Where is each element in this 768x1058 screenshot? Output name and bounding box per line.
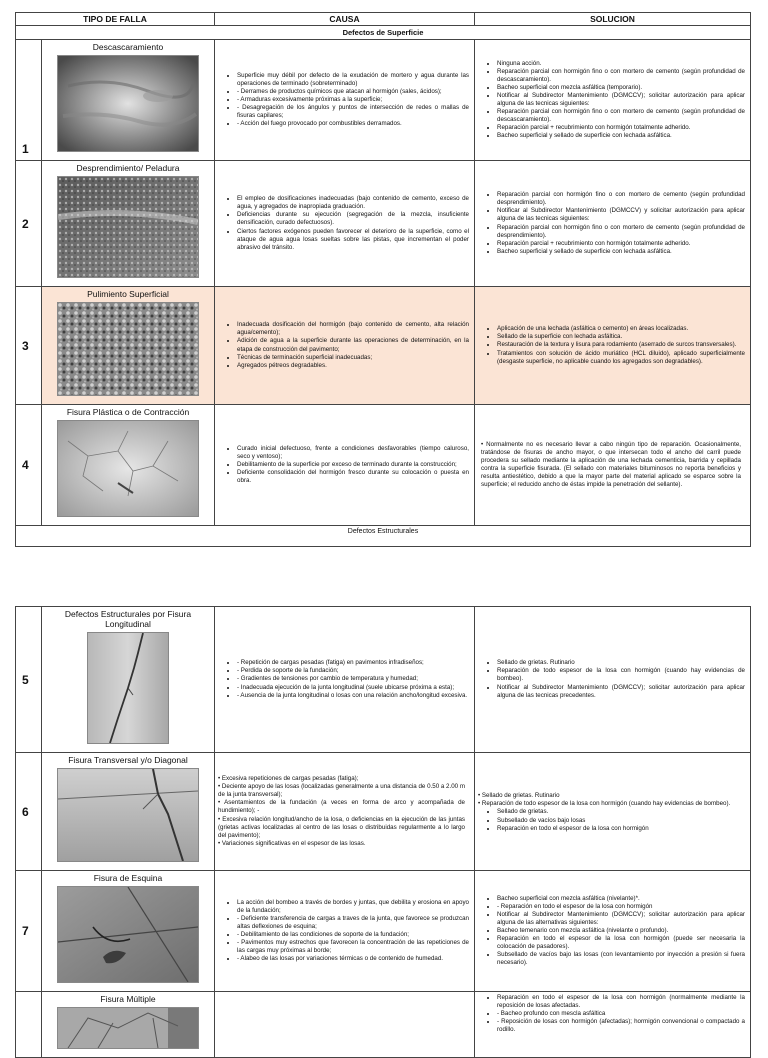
solucion-item: • Bacheo superficial y sellado de superficie con lechada asfáltica. — [497, 248, 745, 256]
solucion-cell — [475, 753, 751, 871]
solucion-item: • Notificar al Subdirector Mantenimiento (DGMCCV) y solicitar autorización para aplicar alguna de las tecnicas siguientes: — [497, 207, 745, 223]
causa-item: • - Debilitamiento de las condiciones de soporte de la fundación; — [237, 931, 469, 939]
header-solucion: SOLUCION — [475, 13, 751, 26]
table-row — [16, 40, 751, 161]
row-number: 3 — [16, 287, 42, 405]
pavement-photo — [57, 420, 199, 517]
solucion-item: • Subsellado de vacíos bajo losas — [497, 817, 745, 825]
causa-item: • - Derrames de productos químicos que atacan al hormigón (sales, ácidos); — [237, 88, 469, 96]
solucion-item: • Reparación en todo el espesor de la losa con hormigón — [497, 825, 745, 833]
causa-item: • - Armaduras excesivamente próximas a la superficie; — [237, 96, 469, 104]
solucion-item: • Reparación parcial con hormigón fino o con mortero de cemento (según profundidad de descascaramiento). — [497, 68, 745, 84]
pavement-photo — [87, 632, 169, 744]
solucion-item: • Reparación parcial con hormigón fino o con mortero de cemento (según profundidad desprendimiento). — [497, 191, 745, 207]
falla-cell — [42, 871, 215, 992]
solucion-item: • - Reparación en todo el espesor de la losa con hormigón — [497, 903, 745, 911]
solucion-line: • Sellado de grietas. Rutinario — [478, 792, 560, 800]
solucion-item: • Sellado de grietas. — [497, 808, 745, 816]
causa-item: • Técnicas de terminación superficial inadecuadas; — [237, 354, 469, 362]
header-causa: CAUSA — [215, 13, 475, 26]
causa-item: • - Ausencia de la junta longitudinal o losas con una relación ancho/longitud excesiva. — [237, 692, 469, 700]
solucion-item: • Reparación parcial con hormigón fino o con mortero de cemento (según profundidad de desprendimiento). — [497, 224, 745, 240]
causa-cell — [215, 40, 475, 161]
falla-title: Defectos Estructurales por Fisura Longitudinal — [64, 609, 192, 629]
solucion-item: • Notificar al Subdirector Mantenimiento (DGMCCV); solicitar autorización para aplicar alguna de las alternativas siguientes: — [497, 911, 745, 927]
causa-line: • Excesiva relación longitud/ancho de la losa, o deficiencias en la ejecución de las juntas (grietas activas localizadas al centro de las losas o distribuidas regularmente a lo largo del pavimento); — [218, 815, 465, 839]
falla-title: Fisura Múltiple — [100, 994, 156, 1004]
causa-item: • - Desagregación de los ángulos y puntos de intersección de redes o mallas de fisuras capilares; — [237, 104, 469, 120]
table-row — [16, 871, 751, 992]
solucion-line: • Reparación de todo espesor de la losa con hormigón (cuando hay evidencias de bombeo). — [478, 800, 731, 808]
causa-item: • Inadecuada dosificación del hormigón (bajo contenido de cemento, alta relación agua/cemento); — [237, 321, 469, 337]
pavement-photo — [57, 768, 199, 862]
causa-item: • Agregados pétreos degradables. — [237, 362, 469, 370]
row-number: 4 — [16, 405, 42, 526]
fallas-table-1 — [15, 12, 751, 547]
solucion-item: • - Bacheo profundo con mescla asfáltica — [497, 1010, 745, 1018]
falla-title: Descascaramiento — [92, 42, 164, 52]
solucion-cell — [475, 161, 751, 287]
solucion-cell — [475, 607, 751, 753]
causa-item: • Deficiente consolidación del hormigón fresco durante su colocación o puesta en obra. — [237, 469, 469, 485]
solucion-item: • Notificar al Subdirector Mantenimiento (DGMCCV); solicitar autorización para aplicar alguna de las tecnicas siguientes: — [497, 92, 745, 108]
row-number — [16, 992, 42, 1058]
row-number: 7 — [16, 871, 42, 992]
falla-title: Pulimiento Superficial — [87, 289, 169, 299]
table-row — [16, 161, 751, 287]
causa-cell — [215, 871, 475, 992]
causa-line: • Deciente apoyo de las losas (localizadas generalmente a una distancia de 0.50 a 2.00 m de la junta transversal); — [218, 783, 465, 799]
falla-title: Desprendimiento/ Peladura — [76, 163, 180, 173]
row-number: 5 — [16, 607, 42, 753]
solucion-item: • Ninguna acción. — [497, 60, 745, 68]
causa-cell — [215, 992, 475, 1058]
falla-cell — [42, 992, 215, 1058]
table-row — [16, 287, 751, 405]
section-row — [16, 26, 751, 40]
solucion-item: • Sellado de grietas. Rutinario — [497, 659, 745, 667]
solucion-item: • Aplicación de una lechada (asfáltica o cemento) en áreas localizadas. — [497, 325, 745, 333]
section-estructurales: Defectos Estructurales — [16, 526, 751, 547]
falla-cell — [42, 405, 215, 526]
falla-cell — [42, 607, 215, 753]
causa-item: • - Alabeo de las losas por variaciones térmicas o de contenido de humedad. — [237, 955, 469, 963]
pavement-photo — [57, 302, 199, 396]
row-number: 1 — [16, 40, 42, 161]
causa-item: • Curado inicial defectuoso, frente a condiciones desfavorables (tiempo caluroso, seco y ventoso); — [237, 445, 469, 461]
row-number: 2 — [16, 161, 42, 287]
solucion-item: • Sellado de la superficie con lechada asfáltica. — [497, 333, 745, 341]
solucion-item: • Reparación en todo el espesor de la losa con hormigón (puede ser necesaria la colocación de pasadores). — [497, 935, 745, 951]
causa-item: • Debilitamiento de la superficie por exceso de terminado durante la construcción; — [237, 461, 469, 469]
solucion-item: • Bacheo superficial con mezcla asfáltica (nivelante)*. — [497, 895, 745, 903]
causa-cell — [215, 161, 475, 287]
causa-item: • - Perdida de soporte de la fundación; — [237, 667, 469, 675]
causa-item: • - Repetición de cargas pesadas (fatiga) en pavimentos infradiseños; — [237, 659, 469, 667]
table-row — [16, 753, 751, 871]
pavement-photo — [57, 55, 199, 152]
section-row — [16, 526, 751, 547]
solucion-item: • Reparación en todo el espesor de la losa con hormigón (normalmente mediante la reposición de losas afectadas. — [497, 994, 745, 1010]
causa-item: • La acción del bombeo a través de bordes y juntas, que debilita y erosiona en apoyo de la fundación; — [237, 899, 469, 915]
causa-item: • - Deficiente transferencia de cargas a traves de la junta, que favorece se produzcan altas deflexiones de esquina; — [237, 915, 469, 931]
causa-cell — [215, 753, 475, 871]
solucion-item: • Reparación de todo espesor de la losa con hormigón (cuando hay evidencias de bombeo). — [497, 667, 745, 683]
falla-cell — [42, 161, 215, 287]
falla-cell — [42, 287, 215, 405]
causa-item: • Adición de agua a la superficie durante las operaciones de determinación, en la etapa de construcción del pavimento; — [237, 337, 469, 353]
causa-item: • - Pavimentos muy estrechos que favorecen la concentración de las repeticiones de las cargas muy próximas al borde; — [237, 939, 469, 955]
causa-item: • Ciertos factores exógenos pueden favorecer el deterioro de la superficie, como el ataque de agua agua losas sueltas sobre las pistas, que incrementan el poder abrasivo del tránsito. — [237, 228, 469, 252]
causa-item: • Deficiencias durante su ejecución (segregación de la mezcla, insuficiente densificación, curado defectuosos). — [237, 211, 469, 227]
falla-cell — [42, 753, 215, 871]
falla-title: Fisura Transversal y/o Diagonal — [68, 755, 188, 765]
falla-cell — [42, 40, 215, 161]
solucion-text: • Normalmente no es necesario llevar a cabo ningún tipo de reparación. Ocasionalmente, tratándose de fisuras de ancho mayor, o que intersecan todo el ancho del carril puede procedera su sellado mediante la aplicación de una lechada cementicia, barrida y cepillada contra la superficie fisurada. (El sellado con materiales bituminosos no reporta beneficios y resulta antiestético, debido a que la mayor parte del material aplicado se esparce sobre la superficie; el reducido ancho de éstas impide la penetración del sellante). — [481, 440, 741, 489]
causa-line: • Variaciones significativas en el espesor de las losas. — [218, 839, 366, 847]
causa-item: • Superficie muy débil por defecto de la exudación de mortero y agua durante las operaciones de terminado (sobreterminado) — [237, 72, 469, 88]
solucion-item: • Reparación parcial + recubrimiento con hormigón totalmente adherido. — [497, 124, 745, 132]
solucion-cell — [475, 992, 751, 1058]
causa-item: • - Acción del fuego provocado por combustibles derramados. — [237, 120, 469, 128]
solucion-item: • Bacheo temenario con mezcla asfáltica (nivelante o profundo). — [497, 927, 745, 935]
causa-cell — [215, 607, 475, 753]
pavement-photo — [57, 1007, 199, 1049]
solucion-cell — [475, 871, 751, 992]
causa-line: • Asentamientos de la fundación (a veces en forma de arco y acompañada de hundimiento); - — [218, 799, 465, 815]
solucion-item: • Bacheo superficial y sellado de superficie con lechada asfáltica. — [497, 132, 745, 140]
row-number: 6 — [16, 753, 42, 871]
falla-title: Fisura Plástica o de Contracción — [66, 407, 190, 417]
solucion-item: • Reparación parcial con hormigón fino o con mortero de cemento (según profundidad de descascaramiento). — [497, 108, 745, 124]
section-superficie: Defectos de Superficie — [16, 26, 751, 40]
solucion-cell — [475, 287, 751, 405]
causa-line: • Excesiva repeticiones de cargas pesadas (fatiga); — [218, 775, 359, 783]
solucion-cell — [475, 405, 751, 526]
fallas-table-2 — [15, 606, 751, 1058]
solucion-item: • Reparación parcial + recubrimiento con hormigón totalmente adherido. — [497, 240, 745, 248]
solucion-item: • Notificar al Subdirector Mantenimiento (DGMCCV); solicitar autorización para aplicar alguna de las tecnicas precedentes. — [497, 684, 745, 700]
solucion-item: • Bacheo superficial con mezcla asfáltica (temporario). — [497, 84, 745, 92]
table-row — [16, 405, 751, 526]
falla-title: Fisura de Esquina — [93, 873, 163, 883]
solucion-item: • Tratamientos con solución de ácido muriático (HCL diluido), aplicado superficialmente (desgaste superficie, no aplicable cuando los agregados son degradables). — [497, 350, 745, 366]
solucion-item: • Restauración de la textura y lisura para rodamiento (aserrado de surcos transversales). — [497, 341, 745, 349]
causa-cell — [215, 287, 475, 405]
solucion-item: • Subsellado de vacíos bajo las losas (con levantamiento por inyección a presión si fuera necesario). — [497, 951, 745, 967]
causa-cell — [215, 405, 475, 526]
causa-item: • El empleo de dosificaciones inadecuadas (bajo contenido de cemento, exceso de agua, y agregados de inapropiada graduación. — [237, 195, 469, 211]
header-row — [16, 13, 751, 26]
table-row — [16, 992, 751, 1058]
causa-item: • - Inadecuada ejecución de la junta longitudinal (suele ubicarse próxima a esta); — [237, 684, 469, 692]
solucion-cell — [475, 40, 751, 161]
header-tipo: TIPO DE FALLA — [16, 13, 215, 26]
causa-item: • - Gradientes de tensiones por cambio de temperatura y humedad; — [237, 675, 469, 683]
solucion-item: • - Reposición de losas con hormigón (afectadas); hormigón convencional o compactado a rodillo. — [497, 1018, 745, 1034]
pavement-photo — [57, 886, 199, 983]
table-row — [16, 607, 751, 753]
pavement-photo — [57, 176, 199, 278]
